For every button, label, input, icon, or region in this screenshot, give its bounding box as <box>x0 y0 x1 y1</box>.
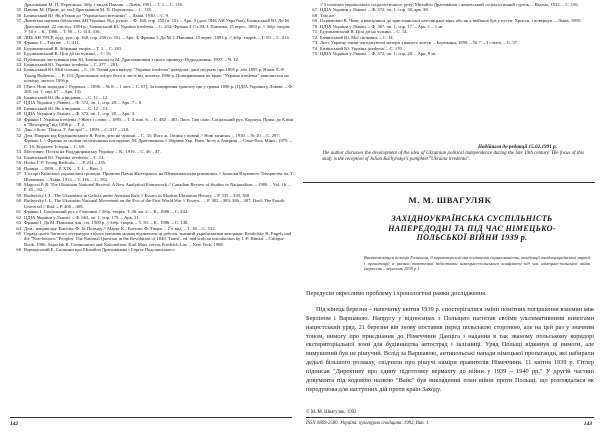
endnote-text: Будзиновський В. Цілі дії на чужині. – С. 16. <box>24 51 112 57</box>
received-date: Надійшла до редакції 15.02.1991 р. <box>478 144 558 150</box>
endnote-text: Публікація листування між Ю. Бачинським та М. Драгомановим з цього приводу: Відродження. 1907. – Ч. 12. <box>24 56 239 62</box>
endnote-text: Rudnytsky I. L. The Ukrainian National Movement on the Eve of the First World War // Essays... – Р. 382 – 383, 386 – 387; Dzul. The Fourth Universal // Ibid. – Р. 406 – 408. <box>24 198 285 209</box>
endnote-number: 69 <box>312 18 317 24</box>
endnote-number: 73 <box>312 40 317 46</box>
endnotes-list <box>10 2 294 253</box>
endnote-number: 55 <box>16 160 21 166</box>
endnote-number: 64 <box>16 225 21 231</box>
endnote <box>10 171 294 182</box>
endnote-text: Будзиновський В. Цілі дії на чужині. – С. 14. <box>320 29 408 35</box>
endnote-number: 63 <box>16 220 21 226</box>
endnote-text: Вернадський Е. Спомини про Михайла Драгоманова і Сергія Подолинського. <box>24 247 176 253</box>
endnote-number: 47 <box>16 100 21 106</box>
endnote-number: 53 <box>16 149 21 155</box>
endnote-text: Франко І. Соціальний рух у Галичині // Зібр. творів. Т. 46. кн. 2. – К., 1986. – С. 242. <box>24 209 189 215</box>
english-summary: The author discusses the development of the idea of Ukrainian political independence during the late 19th century. The focus of this study is the reception of Julian Bachynskyi's pamphlet "Ukraina irredenta". <box>322 151 584 162</box>
endnote-number: 49 <box>16 111 21 117</box>
article-author: М. М. ШВАГУЛЯК <box>408 195 492 205</box>
endnote <box>10 133 294 149</box>
endnotes-list-continued <box>306 2 592 57</box>
endnote-number: 39 <box>16 40 21 46</box>
endnote-text: ЦДІА України у Львові. – Ф. 367, оп. 1, спр. 17. – Арк. 1 – 1 зв. <box>320 23 444 29</box>
endnote-text: Франко І. – Там же. – С. 411. <box>24 40 81 46</box>
endnote <box>10 18 294 34</box>
article-title: ЗАХІДНОУКРАЇНСЬКА СУСПІЛЬНІСТЬ НАПЕРЕДОДНІ ТА ПІД ЧАС НІМЕЦЬКО-ПОЛЬСЬКОЇ ВІЙНИ 1939 р. <box>388 214 556 243</box>
endnote-number: 61 <box>16 209 21 215</box>
endnote-number: 71 <box>312 29 317 35</box>
endnote-number: 57 <box>16 171 21 177</box>
endnote-text: Дем. Напрям від Будзиновського В. Вчіть діти на чужині. – С. 35; Його ж. Опінія з повені // Нові записки. – 1930. – № 10. – С. 297; Франко І. // Франко за своїми політичними поглядами. М. Драгоманова // Збірник Укр. Наук. Ін-ту в Америці. – Сент-Пол, Мінн., 1979. – С. 16; Коронет. Історія. – С. 68. <box>24 132 292 149</box>
endnote-text: Будзиновський В. Зібрання творів. – Т. 1. – С. 281. <box>24 45 123 51</box>
endnote <box>306 51 592 56</box>
endnote-number: 45 <box>16 83 21 89</box>
endnote-text: З історії Київської української громади. Промова Павла Житецького на Шевченківськім роковинах // Записки Наукового Товариства ім. Т. Шевченка. – Львів, 1913. – Т. 116. – С. 183. <box>24 171 294 182</box>
page-number: 142 <box>10 421 19 427</box>
endnote-text: Лист Україну-очиці-лагоджуючої матери з вашого життя. – Бережани, 1899. – № 7. – І сльоті. – С. 57. <box>320 40 519 46</box>
endnote-number: 74 <box>312 45 317 51</box>
endnote-number: 60 <box>16 198 21 204</box>
endnote-text: ЦДІА України у Львові. – Ф. 372, оп. 1, спр. 28. – Арк. 7 – 8. <box>24 100 143 106</box>
endnote-number: 48 <box>16 105 21 111</box>
endnote-text: ЦДІА України у Львові. – Ф. 372, оп. 1, спр. 28. – Арк. 3. <box>24 111 136 117</box>
endnote <box>10 117 294 128</box>
endnote-text: Правда. – 1899. – Р. XIX. – Т. 1. – Вип. 1. <box>24 165 104 171</box>
endnote-number: 66 <box>16 247 21 253</box>
endnote-text: Сервід цього багатого літератури з цього питання можна відзначити ці роботи, значний українськими авторами: Rosdolsky R. Engels und the "Non-historic" Peoples: The National Question in the Revolution of 1848. Transl., ed. and with an introduction by J.-P. Himka. – Critique Book, 1986; Szporluk R. Communism and Nationalism. Karl Marx versus Friedrich List. – New York, 1988. <box>24 231 292 247</box>
footer-rule <box>10 417 292 418</box>
page-number: 143 <box>583 421 592 427</box>
endnote-number: 44 <box>16 67 21 73</box>
footer-rule <box>306 417 594 418</box>
endnote <box>10 198 294 209</box>
endnote-number: 37 <box>16 18 21 24</box>
endnote-number: 65 <box>16 231 21 237</box>
endnote-text: Мостович. Посты на Наддніпрянську Україну. – К., 1916. – С. 46 – 47. <box>24 149 161 155</box>
endnote-number: 38 <box>16 34 21 40</box>
endnote-text: Там же. <box>320 12 336 18</box>
endnote-text: Павлик М. [Прим. до хм.] Драгоманов М. П. Переписка. – С. 118. <box>24 7 152 13</box>
endnote-number: 36 <box>16 12 21 18</box>
article-body: Під кінець березня – напочатку квітня 1939 р. спостерігалися зміни помітних погіршення взаємин між Берліном і Варшавою. Напругу у відносинах з Польщею нагнітав своїми ультимативними вимогами нацистський уряд. 21 березня він знову поставив перед польською стороною, але на цей раз у значним тоном, вимогу про приєднання до Німеччини Данціга і надання в так званому польському коридорі екстериторіальної зони для будівництва автострад і залізниці. Уряд Польщі відкинув ці вимоги, але вимушений був не рішучий. Вслід за Варшавою, антипольські напади німецької пропаганди, які набирали дедалі більшого розмаху, свідчили про рішучі наміри правителів Німеччини. 11 квітня 1939 р. Гітлер підписав "Директиву про єдину підготовку вермахту до війни у 1939 – 1940 рр." У другій частині документа під кодовою назвою "Вайс" був викладений план війни проти Польщі, що розглядалася як передумова для наступних дій проти країн Заходу. <box>306 306 594 393</box>
article-intro: Передусім окреслимо проблему і хронологічні рамки дослідження. <box>306 290 487 297</box>
endnote-text: Бачинський Ю. Мій спомин. – С. 16. Точна дата виходу "Україна irredenta" невідома; дані свідчать про 1895 р. або 1895 р. Ніков Л.-Р. Young Ruthenia... – Р. 153. Драгоманов згадує його в листі від початку 1896 р. Поширювання по краю "Україна irredenta" заявляється на початку лютого 1896 р. <box>24 67 289 84</box>
endnote-text: Львівська наукова бібліотека АН України. Від. рукоп. – Ф. 168, спр. 250 (п. 10). – Арк. 3 (далі ЛНБ АН УкраУни); Бачинський Ю. До М. Драгоманова, 22 листоп. 1894 р.; Бачинський Ю. Україна irredenta. – С. 234; Франко І. Ст. М. І. Павлика, 15 верес. 1893 р. // Зібр. творів: У 50 т. – К., 1986. – Т. 50. – С. 414, 436. <box>24 18 291 35</box>
endnote-number: 52 <box>16 132 21 138</box>
endnote-text: Франко І. До М. Павлика, кін. січ. 1900 р. // Зібр. творів. – Т. 50. – К., 1986. – С. 148. <box>24 220 189 226</box>
endnote-number: 68 <box>312 12 317 18</box>
endnote-number: 41 <box>16 51 21 57</box>
journal-citation: ISSN 0869-2580. Україна: культурна спадщина. 1992, Вип. 1. <box>306 421 430 426</box>
endnote-text: Бачинський Ю. Україна irredenta. – С. 14. <box>24 154 105 160</box>
endnote-text: // З початків українського соціалістичного руху: Михайло Драгоманов і женевський соціалістичний гурток. – Віденo, 1922. – С. 156. <box>320 2 579 7</box>
endnote-number: 58 <box>16 181 21 187</box>
endnote-number: 51 <box>16 127 21 133</box>
endnote-text: ЛНБ АН УРСР, відд. рук., ф. 168, спр. 250 (п. 10). – Арк. 3; Франко І. До М. І. Павлика, 15 верес. 1893 р. // Зібр. творів. – Т. 50. – С. 414. <box>24 34 290 40</box>
endnote-text: Rudnytsky I. L. The Ukrainians in Galicia under Austrian Rule // Essays in Modern Ukrainian History. – Р. 335 – 339, 368. <box>24 192 251 198</box>
endnote-text: Дем., наприклад: Енгельс Ф. За Польщу // Маркс К., Енгельс Ф. Твори. – 2-е вид. – Т. 18. – С. 532. <box>24 225 216 231</box>
endnote-number: 62 <box>16 214 21 220</box>
endnote <box>10 67 294 83</box>
endnote-number: 35 <box>16 7 21 13</box>
article-abstract: Висвітлюється позиція Галичини, її характерологічна політична спрямованість, тенденції західноукраїнської партії і організацій в умовах тактичної підготовки німецько-польського конфлікту під час німецько-польської війни (вересень – вересень 1939 р.). <box>364 255 590 272</box>
endnote-text: Драгоманов М. П. Переписка. Зібр. і видав Павлик. – Львів, 1901. – Т. 1. – С. 118. <box>24 2 183 7</box>
section-divider <box>303 182 595 183</box>
endnote-number: 54 <box>16 154 21 160</box>
endnote-text: Бачинський Ю. Як в'їзжав до "Української вітчизни". – Львів, 1930. – С. 9. <box>24 12 170 18</box>
endnote-text: Бачинський Ю. Україна irredenta. – С. 170. <box>320 45 403 51</box>
endnote-number: 50 <box>16 116 21 122</box>
endnote-text: Бачинський Ю. Як я видавав... – С. 11 – 12. <box>24 94 109 100</box>
endnote-number: 75 <box>312 51 317 57</box>
endnote-number: 59 <box>16 192 21 198</box>
endnote-text: ЦДІА України у Львові. – Ф. 372, оп. 1, спр. 38, арк. 38. <box>320 7 429 13</box>
endnote-number: 43 <box>16 61 21 67</box>
endnote-number: 67 <box>312 7 317 13</box>
endnote-number: 72 <box>312 34 317 40</box>
endnote-text: ЦДІА України у Львові. – Ф. 372, оп. 1, спр. 28. – Арк. 8 зв. <box>320 51 437 57</box>
endnote-number: 40 <box>16 45 21 51</box>
right-page <box>300 0 600 439</box>
endnote <box>10 247 294 252</box>
endnote-text: ЦДІА України у Львові. – Ф. 663, оп. 1, спр. 179. – Арк. 21. <box>24 214 140 220</box>
copyright-notice: © М. М. Швагуляк, 1992 <box>306 410 357 415</box>
endnote-text: Magocsi P. R. The Ukrainian National Revival: A New Analytical Framework // Canadian Review of Studies in Nationalism. – 1989. – Vol. 16. – P. 45 – 62. <box>24 181 291 193</box>
endnote-text: Бачинський Ю. Як я видавав... – С. 12 – 13. <box>24 105 109 111</box>
endnote <box>10 182 294 193</box>
endnote <box>10 84 294 95</box>
endnote-text: Hrvka J.-P. Young Radicals... – Р. 234 – 235. <box>24 160 107 166</box>
endnote-text: Франко І. Україна irredenta // Житє і слово. – 1895. – Т. 4, вип. 6. – С. 482 – 483; Лист. Там само. Соціальний рух. Коршун. Прим. до Kabai в "Bewegung" від 1896 р. – Т. 2. <box>24 116 294 127</box>
endnote-text: Охримович В. Чому я ввагіряюся до християнської католицької віри, або як я ввійшов був у пусти. Христи, і повернув. – Львів, 1895. <box>320 18 582 24</box>
endnote-number: 46 <box>16 94 21 100</box>
endnote-text: Дан. з його "Поясн. У Австрії". – 1899. – С. 217 – 218. <box>24 127 130 133</box>
endnote-text: Бачинський Ю. Україна irredenta. – С. 277 – 281. <box>24 61 119 67</box>
endnote-number: 56 <box>16 165 21 171</box>
endnote-text: Бачинський Ю. Мої спомини. – С. 14. <box>320 34 394 40</box>
endnote-number: 70 <box>312 23 317 29</box>
endnote <box>10 231 294 247</box>
endnote-number: 42 <box>16 56 21 62</box>
endnote-text: [Лист. Нові знахідки // Радикал. – 1896. – № 8. – 1 лют. – С. 67]; За поширення трактату цю у травні 1896 р. (ЦДІА України у Львові. – Ф. 205, оп. 1, спр. 67. – Арк. 13). <box>24 83 294 95</box>
